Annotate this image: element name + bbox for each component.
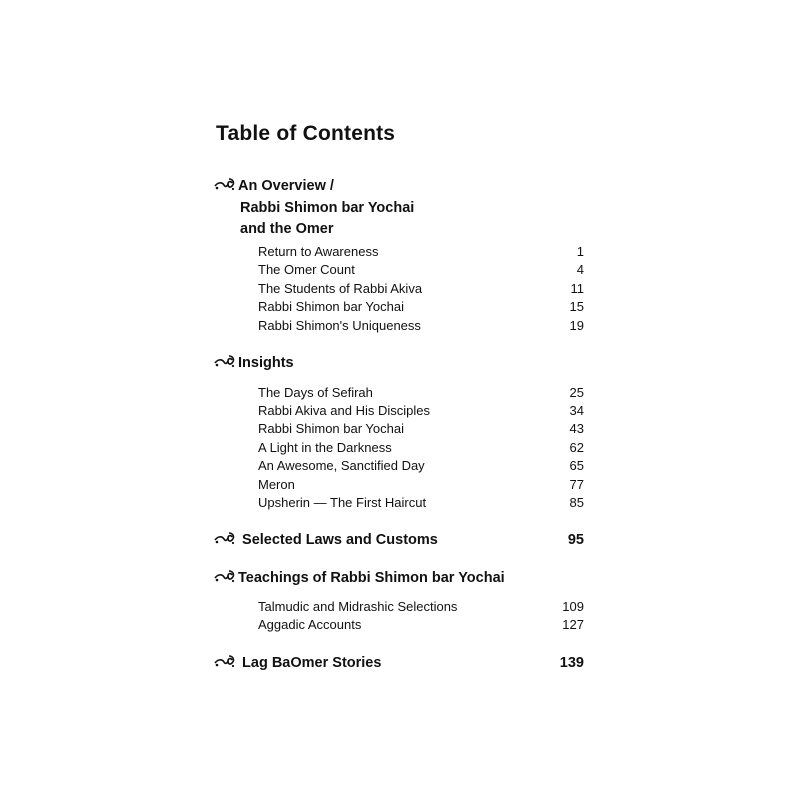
- toc-entry[interactable]: [258, 298, 584, 316]
- entry-title: Talmudic and Midrashic Selections: [258, 599, 458, 614]
- entry-title: Rabbi Shimon's Uniqueness: [258, 318, 421, 333]
- toc-entry[interactable]: [258, 457, 584, 475]
- entry-title: Meron: [258, 477, 295, 492]
- entry-page: 85: [569, 495, 584, 510]
- section-title-line: An Overview /: [238, 178, 334, 194]
- section-title: Lag BaOmer Stories: [242, 655, 382, 671]
- entry-page: 1: [576, 244, 584, 259]
- toc-entry[interactable]: [258, 402, 584, 420]
- entry-title: Rabbi Shimon bar Yochai: [258, 421, 404, 436]
- fleuron-icon: [214, 177, 236, 191]
- entry-page: 4: [576, 262, 584, 277]
- toc-section-laws[interactable]: [214, 530, 584, 550]
- entry-title: An Awesome, Sanctified Day: [258, 458, 425, 473]
- entry-title: Upsherin — The First Haircut: [258, 495, 427, 510]
- toc-section-overview[interactable]: [214, 176, 584, 196]
- entry-page: 43: [569, 421, 584, 436]
- entry-page: 19: [569, 318, 584, 333]
- section-title-line: and the Omer: [240, 221, 334, 237]
- entry-title: The Omer Count: [258, 262, 355, 277]
- toc-entry[interactable]: [258, 243, 584, 261]
- toc-entry[interactable]: [258, 476, 584, 494]
- toc-entry[interactable]: [258, 494, 584, 512]
- section-page: 95: [567, 532, 584, 548]
- section-title: Selected Laws and Customs: [242, 532, 438, 548]
- entry-title: Aggadic Accounts: [258, 617, 362, 632]
- page-title: Table of Contents: [216, 122, 396, 145]
- toc-entry[interactable]: [258, 280, 584, 298]
- section-page: 139: [559, 655, 584, 671]
- toc-section-teachings[interactable]: [214, 568, 584, 588]
- entry-page: 25: [569, 385, 584, 400]
- fleuron-icon: [214, 654, 236, 668]
- fleuron-icon: [214, 354, 236, 368]
- fleuron-icon: [214, 531, 236, 545]
- toc-entry[interactable]: [258, 420, 584, 438]
- toc-section-insights[interactable]: [214, 353, 584, 373]
- entry-title: Rabbi Shimon bar Yochai: [258, 299, 404, 314]
- entry-page: 77: [569, 477, 584, 492]
- toc-entry[interactable]: [258, 261, 584, 279]
- entry-page: 15: [569, 299, 584, 314]
- toc-entry[interactable]: [258, 616, 584, 634]
- fleuron-icon: [214, 569, 236, 583]
- section-title: Insights: [238, 355, 294, 371]
- section-title-line: Rabbi Shimon bar Yochai: [240, 200, 415, 216]
- entry-title: A Light in the Darkness: [258, 440, 392, 455]
- entry-page: 65: [569, 458, 584, 473]
- entry-title: Rabbi Akiva and His Disciples: [258, 403, 430, 418]
- entry-page: 34: [569, 403, 584, 418]
- entry-page: 109: [562, 599, 584, 614]
- toc-entry[interactable]: [258, 439, 584, 457]
- entry-page: 62: [569, 440, 584, 455]
- toc-entry[interactable]: [258, 317, 584, 335]
- entry-page: 11: [570, 281, 584, 296]
- entry-page: 127: [562, 617, 584, 632]
- section-title: Teachings of Rabbi Shimon bar Yochai: [238, 570, 505, 586]
- entry-title: The Students of Rabbi Akiva: [258, 281, 423, 296]
- entry-title: The Days of Sefirah: [258, 385, 373, 400]
- toc-entry[interactable]: [258, 384, 584, 402]
- toc-entry[interactable]: [258, 598, 584, 616]
- entry-title: Return to Awareness: [258, 244, 379, 259]
- toc-section-stories[interactable]: [214, 653, 584, 673]
